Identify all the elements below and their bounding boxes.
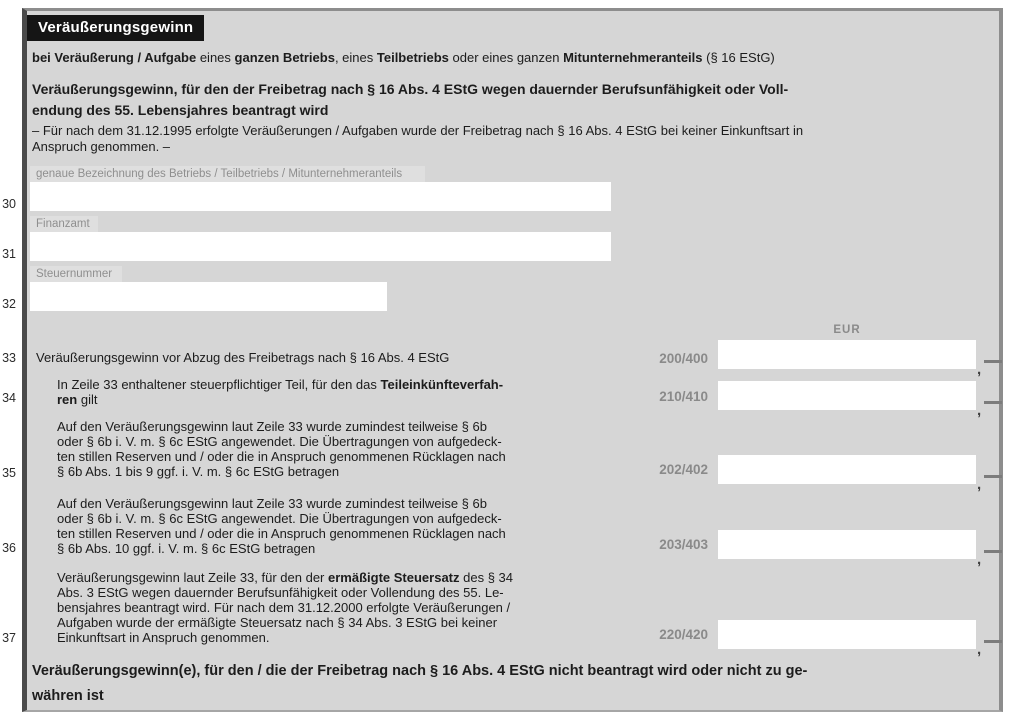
line-number-30: 30 xyxy=(2,197,16,211)
cents-mark-35 xyxy=(976,455,1006,495)
row-34-text-bold: Teileinkünfteverfah- ren xyxy=(57,377,504,407)
steuernummer-input[interactable] xyxy=(30,282,387,311)
line-number-31: 31 xyxy=(2,247,16,261)
row-35-code: 202/402 xyxy=(659,462,708,477)
subtitle-text: Veräußerungsgewinn, für den der Freibetrag nach § 16 Abs. 4 EStG wegen dauernder Berufsunfähigkeit oder Voll- endung des 55. Lebensjahres beantragt wird xyxy=(32,81,789,118)
row-33-description: Veräußerungsgewinn vor Abzug des Freibetrags nach § 16 Abs. 4 EStG xyxy=(36,350,450,365)
cents-dash-icon xyxy=(984,475,1002,478)
cents-dash-icon xyxy=(984,401,1002,404)
row-37-description xyxy=(57,570,642,645)
row-37-text-regular: Veräußerungsgewinn laut Zeile 33, für den der xyxy=(57,570,329,585)
line-number-35: 35 xyxy=(2,466,16,480)
cents-comma: , xyxy=(977,361,982,378)
cents-comma: , xyxy=(977,641,982,658)
line-number-32: 32 xyxy=(2,297,16,311)
row-37-text-bold: ermäßigte Steuersatz xyxy=(328,570,460,585)
amount-input-35[interactable] xyxy=(718,455,976,484)
cents-mark-34 xyxy=(976,381,1006,421)
steuernummer-label: Steuernummer xyxy=(30,266,122,282)
intro-regular-1: eines xyxy=(196,50,235,65)
row-37-code: 220/420 xyxy=(659,627,708,642)
cents-mark-33 xyxy=(976,340,1006,380)
intro-bold-1: bei Veräußerung / Aufgabe xyxy=(32,50,197,65)
cents-comma: , xyxy=(977,476,982,493)
betrieb-bezeichnung-input[interactable] xyxy=(30,182,611,211)
row-34-text-regular: In Zeile 33 enthaltener steuerpflichtiger Teil, für den das xyxy=(57,377,381,392)
row-35-description: Auf den Veräußerungsgewinn laut Zeile 33 wurde zumindest teilweise § 6b oder § 6b i. V. m. § 6c EStG angewendet. Die Übertragungen von aufgedeck- ten stillen Reserven und / oder die in Anspruch genommenen Rücklagen nach § 6b Abs. 1 bis 9 ggf. i. V. m. § 6c EStG betragen xyxy=(57,419,506,479)
intro-regular-2: , eines xyxy=(334,50,377,65)
line-number-33: 33 xyxy=(2,351,16,365)
row-36-code: 203/403 xyxy=(659,537,708,552)
cents-dash-icon xyxy=(984,360,1002,363)
row-36-description: Auf den Veräußerungsgewinn laut Zeile 33 wurde zumindest teilweise § 6b oder § 6b i. V. m. § 6c EStG angewendet. Die Übertragungen von aufgedeck- ten stillen Reserven und / oder die in Anspruch genommenen Rücklagen nach § 6b Abs. 10 ggf. i. V. m. § 6c EStG betragen xyxy=(57,496,506,556)
betrieb-bezeichnung-label: genaue Bezeichnung des Betriebs / Teilbetriebs / Mitunternehmeranteils xyxy=(30,166,425,182)
cents-mark-37 xyxy=(976,620,1006,660)
line-number-37: 37 xyxy=(2,631,16,645)
amount-input-34[interactable] xyxy=(718,381,976,410)
amount-input-33[interactable] xyxy=(718,340,976,369)
note-text: – Für nach dem 31.12.1995 erfolgte Veräußerungen / Aufgaben wurde der Freibetrag nach § 16 Abs. 4 EStG bei keiner Einkunftsart in Anspruch genommen. – xyxy=(32,123,804,154)
finanzamt-input[interactable] xyxy=(30,232,611,261)
cents-comma: , xyxy=(977,402,982,419)
row-34-description xyxy=(57,377,642,407)
line-number-34: 34 xyxy=(2,391,16,405)
intro-bold-3: Teilbetriebs xyxy=(376,50,449,65)
amount-input-37[interactable] xyxy=(718,620,976,649)
row-34-code: 210/410 xyxy=(659,389,708,404)
intro-bold-4: Mitunternehmeranteils xyxy=(563,50,703,65)
row-37-text-post: des § 34 Abs. 3 EStG wegen dauernder Berufsunfähigkeit oder Vollendung des 55. Le- bensjahres beantragt wird. Für nach dem 31.12.2000 erfolgte Veräußerungen / Aufgaben wurde der ermäßigte Steuersatz nach § 34 Abs. 3 EStG bei keiner Einkunftsart in Anspruch genommen. xyxy=(57,570,514,645)
finanzamt-label: Finanzamt xyxy=(30,216,98,232)
eur-column-header: EUR xyxy=(833,324,861,336)
row-34-text-post: gilt xyxy=(77,392,98,407)
intro-regular-4: (§ 16 EStG) xyxy=(702,50,775,65)
cents-dash-icon xyxy=(984,640,1002,643)
section-title: Veräußerungsgewinn xyxy=(27,15,204,41)
row-33-code: 200/400 xyxy=(659,351,708,366)
intro-bold-2: ganzen Betriebs xyxy=(234,50,335,65)
intro-text xyxy=(32,50,982,65)
footer-heading: Veräußerungsgewinn(e), für den / die der Freibetrag nach § 16 Abs. 4 EStG nicht beantragt wird oder nicht zu ge- währen ist xyxy=(32,663,808,704)
cents-comma: , xyxy=(977,551,982,568)
cents-mark-36 xyxy=(976,530,1006,570)
cents-dash-icon xyxy=(984,550,1002,553)
intro-regular-3: oder eines ganzen xyxy=(448,50,564,65)
amount-input-36[interactable] xyxy=(718,530,976,559)
line-number-36: 36 xyxy=(2,541,16,555)
